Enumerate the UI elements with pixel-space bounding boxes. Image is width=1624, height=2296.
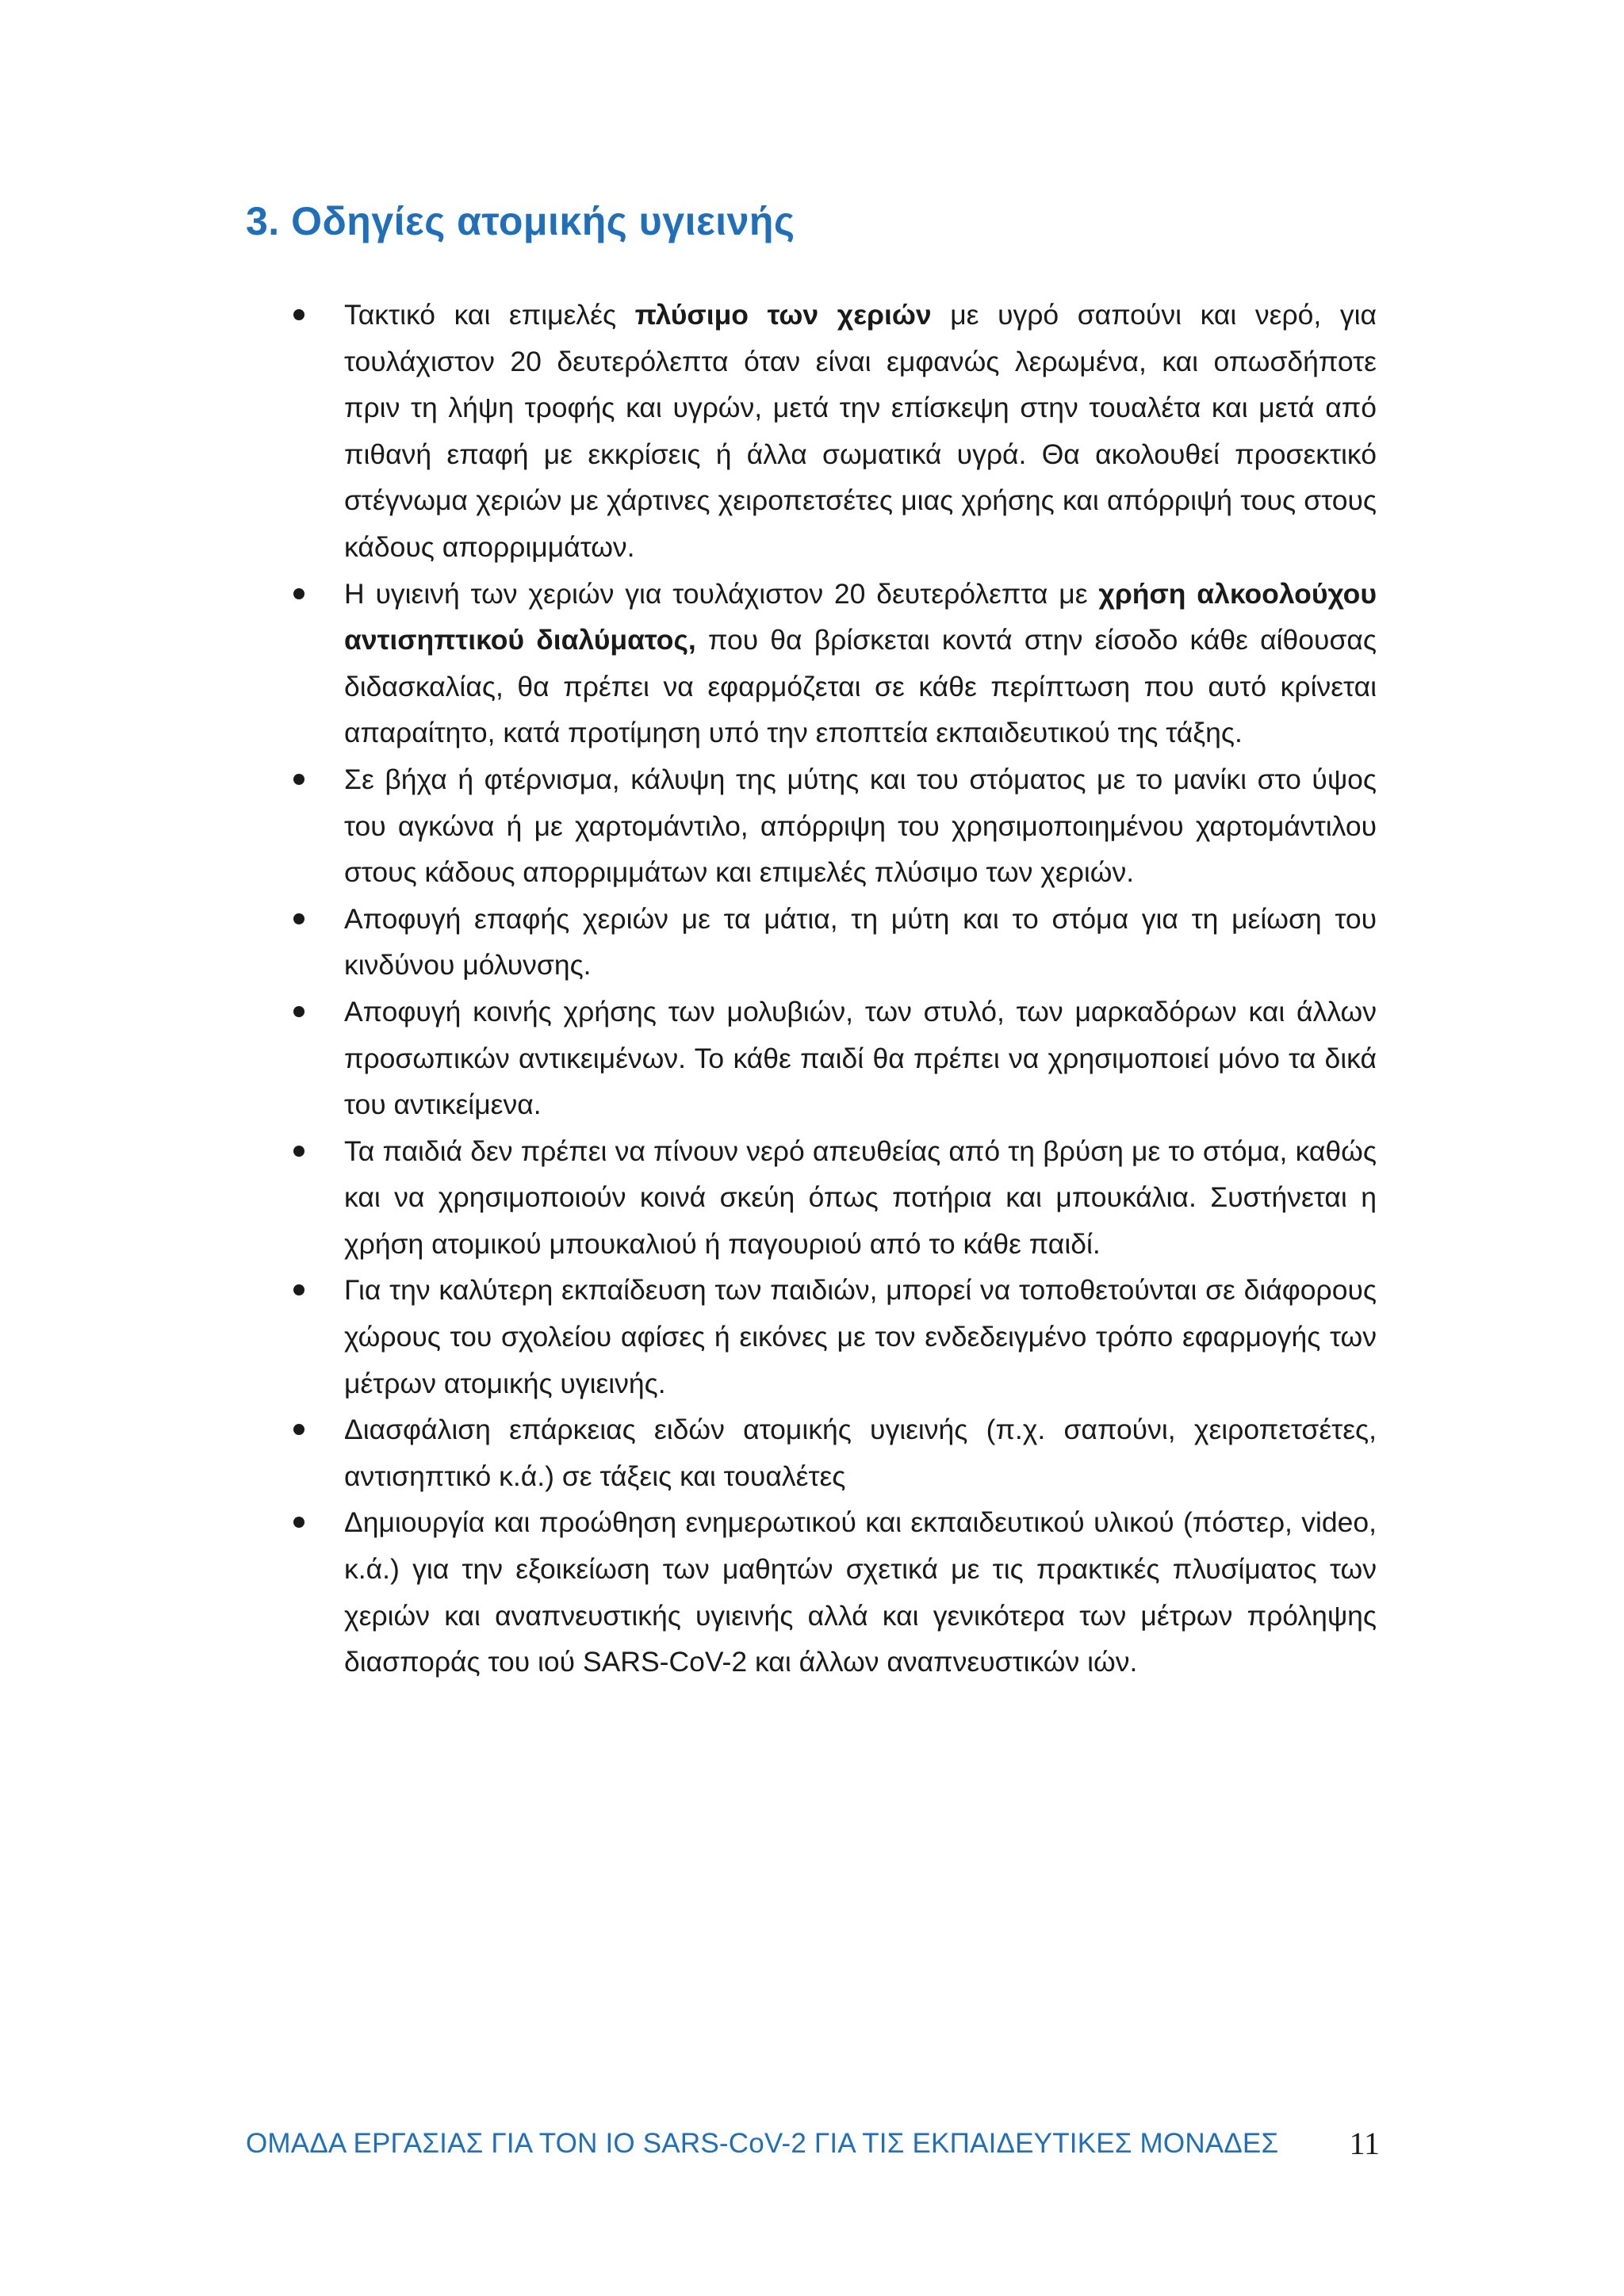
bullet-icon	[293, 774, 304, 785]
hygiene-instructions-list	[292, 292, 1377, 1686]
bullet-icon	[293, 309, 304, 320]
footer-title: ΟΜΑΔΑ ΕΡΓΑΣΙΑΣ ΓΙΑ ΤΟΝ ΙΟ SARS-CoV-2 ΓΙΑ ΤΙΣ ΕΚΠΑΙΔΕΥΤΙΚΕΣ ΜΟΝΑΔΕΣ	[246, 2128, 1279, 2159]
list-item-text: Δημιουργία και προώθηση ενημερωτικού και εκπαιδευτικού υλικού (πόστερ, video, κ.ά.) για την εξοικείωση των μαθητών σχετικά με τις πρακτικές πλυσίματος των χεριών και αναπνευστικής υγιεινής αλλά και γενικότερα των μέτρων πρόληψης διασποράς του ιού SARS-CoV-2 και άλλων αναπνευστικών ιών.	[344, 1506, 1377, 1678]
bullet-icon	[293, 1006, 304, 1017]
bullet-icon	[293, 1284, 304, 1295]
page-number: 11	[1349, 2126, 1380, 2161]
bullet-icon	[293, 1424, 304, 1435]
list-item	[292, 1128, 1377, 1268]
list-item-text: Τα παιδιά δεν πρέπει να πίνουν νερό απευθείας από τη βρύση με το στόμα, καθώς και να χρησιμοποιούν κοινά σκεύη όπως ποτήρια και μπουκάλια. Συστήνεται η χρήση ατομικού μπουκαλιού ή παγουριού από το κάθε παιδί.	[344, 1135, 1377, 1260]
list-item-text: Διασφάλιση επάρκειας ειδών ατομικής υγιεινής (π.χ. σαπούνι, χειροπετσέτες, αντισηπτικό κ.ά.) σε τάξεις και τουαλέτες	[344, 1414, 1377, 1492]
list-item	[292, 571, 1377, 756]
list-item-text: Αποφυγή κοινής χρήσης των μολυβιών, των στυλό, των μαρκαδόρων και άλλων προσωπικών αντικειμένων. Το κάθε παιδί θα πρέπει να χρησιμοποιεί μόνο τα δικά του αντικείμενα.	[344, 995, 1377, 1121]
list-item-text: Η υγιεινή των χεριών για τουλάχιστον 20 δευτερόλεπτα με χρήση αλκοολούχου αντισηπτικού διαλύματος, που θα βρίσκεται κοντά στην είσοδο κάθε αίθουσας διδασκαλίας, θα πρέπει να εφαρμόζεται σε κάθε περίπτωση που αυτό κρίνεται απαραίτητο, κατά προτίμηση υπό την εποπτεία εκπαιδευτικού της τάξης.	[344, 577, 1377, 749]
list-item-text: Τακτικό και επιμελές πλύσιμο των χεριών με υγρό σαπούνι και νερό, για τουλάχιστον 20 δευτερόλεπτα όταν είναι εμφανώς λερωμένα, και οπωσδήποτε πριν τη λήψη τροφής και υγρών, μετά την επίσκεψη στην τουαλέτα και μετά από πιθανή επαφή με εκκρίσεις ή άλλα σωματικά υγρά. Θα ακολουθεί προσεκτικό στέγνωμα χεριών με χάρτινες χειροπετσέτες μιας χρήσης και απόρριψή τους στους κάδους απορριμμάτων.	[344, 299, 1377, 563]
list-item	[292, 1406, 1377, 1499]
section-heading: 3. Οδηγίες ατομικής υγιεινής	[246, 199, 795, 243]
bullet-icon	[293, 1517, 304, 1528]
list-item-text: Αποφυγή επαφής χεριών με τα μάτια, τη μύτη και το στόμα για τη μείωση του κινδύνου μόλυνσης.	[344, 902, 1377, 982]
list-item	[292, 292, 1377, 571]
list-item	[292, 1499, 1377, 1685]
bullet-icon	[293, 913, 304, 924]
page-footer	[246, 2125, 1380, 2164]
list-item	[292, 896, 1377, 989]
bullet-icon	[293, 588, 304, 599]
list-item	[292, 756, 1377, 896]
list-item	[292, 989, 1377, 1128]
bullet-icon	[293, 1146, 304, 1157]
list-item-text: Για την καλύτερη εκπαίδευση των παιδιών, μπορεί να τοποθετούνται σε διάφορους χώρους του σχολείου αφίσες ή εικόνες με τον ενδεδειγμένο τρόπο εφαρμογής των μέτρων ατομικής υγιεινής.	[344, 1274, 1377, 1399]
list-item-text: Σε βήχα ή φτέρνισμα, κάλυψη της μύτης και του στόματος με το μανίκι στο ύψος του αγκώνα ή με χαρτομάντιλο, απόρριψη του χρησιμοποιημένου χαρτομάντιλου στους κάδους απορριμμάτων και επιμελές πλύσιμο των χεριών.	[344, 763, 1377, 889]
list-item	[292, 1267, 1377, 1406]
